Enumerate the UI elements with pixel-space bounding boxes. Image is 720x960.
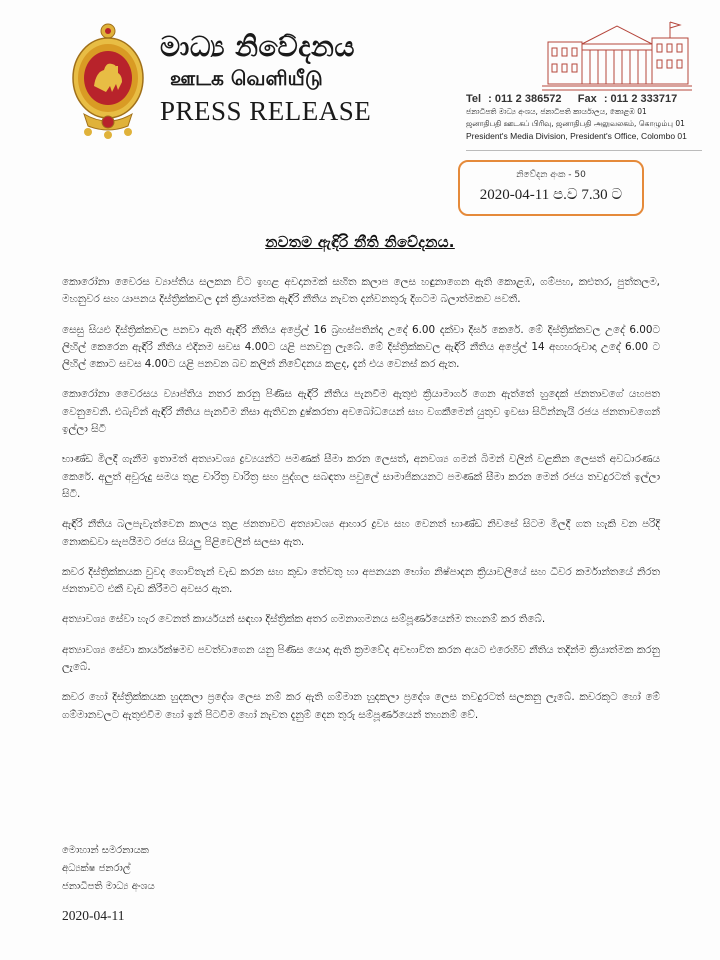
paragraph: අත්‍යාවශ්‍ය සේවා කාර්යක්ෂමව පවත්වාගෙන යනු පිණිස යොදා ඇති ක්‍රමවේද අවභාවිත කරන අයට එරෙහිව නීතිය තදින්ම ක්‍රියාත්මක කරනු ලැබේ. <box>62 643 660 674</box>
paragraph: කොරෝනා වෛරසය ව්‍යාප්තිය නතර කරනු පිණිස ඇඳිරි නීතිය පැනවීම ඇතුළු ක්‍රියාමාර්ග ගෙන ඇත්තේ හුදෙක් ජනතාවගේ යහපත වෙනුවෙනි. එබැවින් ඇඳිරි නීතිය පැනවීම නිසා ඇතිවන දුෂ්කරතා අවබෝධයෙන් සහ වගකීමෙන් යුතුව ඉවසා සිටින්නැයි රජය ජනතාවගෙන් ඉල්ලා සිටී <box>62 388 660 436</box>
document-body <box>62 274 660 737</box>
signature-block <box>62 842 155 896</box>
heading-text: නවතම ඇඳිරි නීති නිවේදනය. <box>265 233 455 251</box>
release-number: නිවේදන අංක - 50 <box>516 170 586 180</box>
reference-box <box>458 160 644 216</box>
document-date: 2020-04-11 <box>62 908 125 923</box>
office-tamil: ஜனாதிபதி ஊடகப் பிரிவு, ஜனாதிபதி அலுவலகம், கொழும்பு 01 <box>466 119 685 128</box>
paragraph: සෙසු සියළු දිස්ත්‍රික්කවල පනවා ඇති ඇඳිරි නීතිය අප්‍රේල් 16 බ්‍රහස්පතින්දා උදේ 6.00 දක්වා දීර්ඝ කෙරේ. මේ දිස්ත්‍රික්කවල උදේ 6.00ට ලිහිල් කෙරෙන ඇඳිරි නීතිය එදිනම සවස 4.00ට යළි පනවනු ලැබේ. මේ දිස්ත්‍රික්කවල ඇඳිරි නීතිය අප්‍රේල් 14 අඟහරුවාදා උදේ 6.00 ට ලිහිල් කොට සවස 4.00ට යළි පනවන බව කලින් නිවේදනය කළද, දැන් එය වෙනස් කර ඇත. <box>62 323 660 371</box>
tel-value: : 011 2 386572 <box>488 93 562 105</box>
paragraph: කවර හෝ දිස්ත්‍රික්කයක හුදකලා ප්‍රදේශ ලෙස නම් කර ඇති ගම්මාන හුදකලා ප්‍රදේශ ලෙස තවදුරටත් සලකනු ලැබේ. කවරකුට හෝ මේ ගම්මානවලට ඇතුළුවීම හෝ ඉන් පිටවීම හෝ නැවත දැනුම් දෙන තුරු සම්පූර්ණයෙන් තහනම් වේ. <box>62 691 660 721</box>
title-english: PRESS RELEASE <box>160 96 372 126</box>
paragraph: කොරෝනා වෛරස ව්‍යාප්තිය සලකන විට ඉහළ අවදානමක් සහිත කලාප ලෙස හඳුනාගෙන ඇති කොළඹ, ගම්පහ, කළුතර, පුත්තලම, මහනුවර සහ යාපනය දිස්ත්‍රික්කවල දැන් ක්‍රියාත්මක ඇඳිරි නීතිය නැවත දන්වනතුරු දිගටම බලාත්මකව පවතී. <box>62 276 660 306</box>
header-divider <box>466 150 702 151</box>
sri-lanka-emblem-icon <box>68 22 148 140</box>
fax-label: Fax <box>577 93 597 105</box>
signatory-office: ජනාධිපති මාධ්‍ය අංශය <box>62 881 155 892</box>
office-english: President's Media Division, President's Office, Colombo 01 <box>466 131 687 141</box>
title-sinhala: මාධ්‍ය නිවේදනය <box>160 30 355 63</box>
paragraph: භාණ්ඩ මිලදී ගැනීම ඉතාමත් අත්‍යාවශ්‍ය ද්‍රව්‍යයන්ට පමණක් සීමා කරන ලෙසත්, අනවශ්‍ය ගමන් බිමන් වලින් වළකින ලෙසත් අවධාරණය කෙරේ. අලුත් අවුරුදු සමය තුළ චාරිත්‍ර වාරිත්‍ර සහ පුද්ගල සබඳතා පවුලේ සාමාජිකයනට පමණක් සීමා කරන මෙන් රජය තවදුරටත් ඉල්ලා සිටී. <box>62 453 660 500</box>
document-heading <box>0 232 720 251</box>
title-block <box>160 30 371 128</box>
signatory-name: මොහාන් සමරනායක <box>62 845 149 856</box>
presidents-office-building-icon <box>542 14 692 92</box>
paragraph: අත්‍යාවශ්‍ය සේවා හැර වෙනත් කාර්යයන් සඳහා දිස්ත්‍රික්ක අතර ගමනාගමනය සම්පූර්ණයෙන්ම තහනම් කර තිබේ. <box>62 613 546 626</box>
phone-fax-line <box>466 92 706 106</box>
title-tamil: ஊடக வெளியீடு <box>170 66 323 90</box>
paragraph: ඇඳිරි නීතිය බලපැවැත්වෙන කාලය තුළ ජනතාවට අත්‍යාවශ්‍ය ආහාර ද්‍රව්‍ය සහ වෙනත් භාණ්ඩ නිවසේ සිටම මිලදී ගත හැකි වන පරිදි නොකඩවා සැපයීමට රජය සියලු පිළිවෙලින් සලසා ඇත. <box>62 518 660 548</box>
release-datetime: 2020-04-11 ප.ව 7.30 ට <box>479 187 623 203</box>
tel-label: Tel <box>466 93 482 105</box>
office-sinhala: ජනාධිපති මාධ්‍ය අංශය, ජනාධිපති කාර්යාලය, කොළඹ 01 <box>466 107 647 116</box>
signatory-title: අධ්‍යක්ෂ ජනරාල් <box>62 863 131 874</box>
contact-block <box>466 92 706 142</box>
paragraph: කවර දිස්ත්‍රික්කයක වුවද ගොවිතැන් වැඩ කරන සහ කුඩා තේවතු හා අපනයන භෝග නිෂ්පාදන ක්‍රියාවලියේ සහ ධීවර කර්මාන්තයේ නිරත ජනතාවට එකී වැඩ කිරීමට අවසර ඇත. <box>62 565 660 596</box>
fax-value: : 011 2 333717 <box>603 93 678 105</box>
